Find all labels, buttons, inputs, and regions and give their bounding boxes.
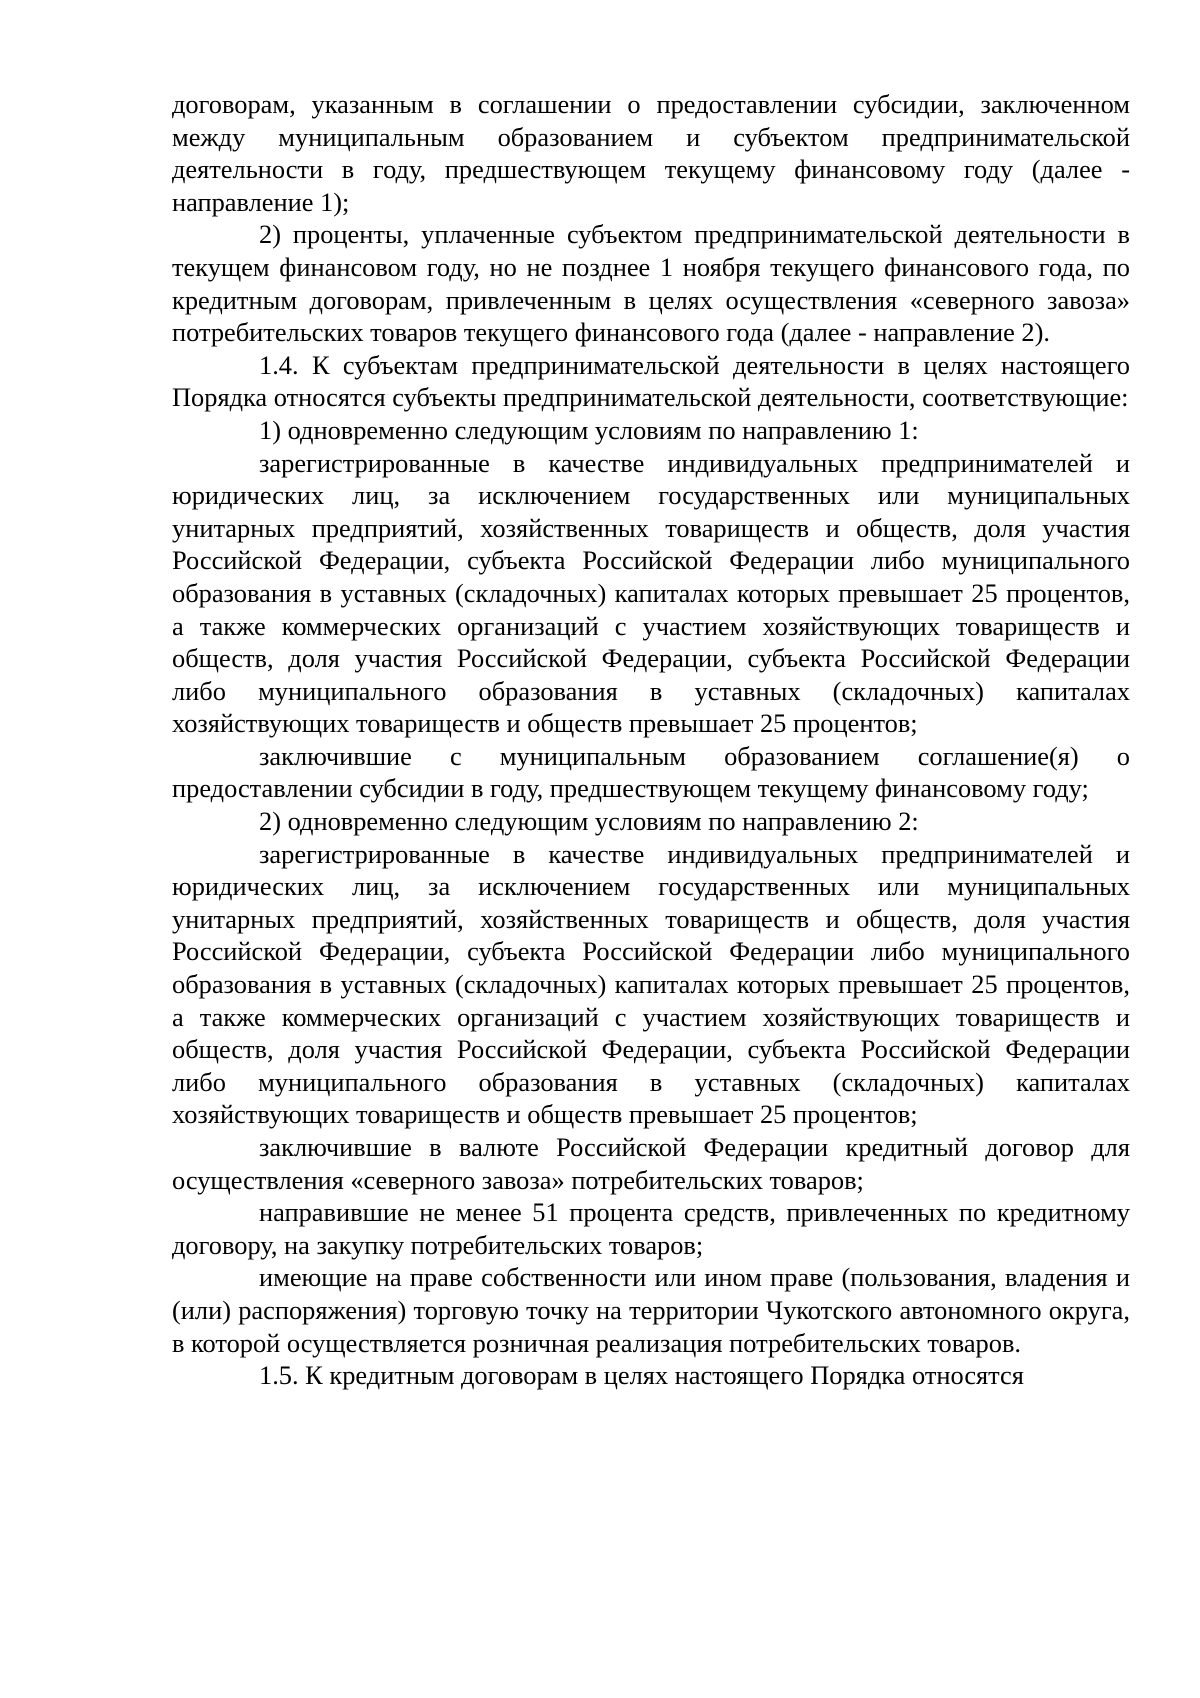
paragraph-conditions-direction-2: 2) одновременно следующим условиям по направлению 2: <box>259 806 919 837</box>
paragraph-registered-direction-2: зарегистрированные в качестве индивидуальных предпринимателей и юридических лиц, за исключением государственных или муниципальных унитарных предприятий, хозяйственных товариществ и обществ, доля участия Российской Федерации, субъекта Российской Федерации либо муниципального образования в уставных (складочных) капиталах которых превышает 25 процентов, а также коммерческих организаций с участием хозяйствующих товариществ и обществ, доля участия Российской Федерации, субъекта Российской Федерации либо муниципального образования в уставных (складочных) капиталах хозяйствующих товариществ и обществ превышает 25 процентов; <box>172 838 1130 1130</box>
document-body <box>172 88 1130 1392</box>
paragraph-section-1-5: 1.5. К кредитным договорам в целях настоящего Порядка относятся <box>259 1360 1024 1391</box>
paragraph-agreement-concluded: заключившие с муниципальным образованием соглашение(я) о предоставлении субсидии в году, предшествующем текущему финансовому году; <box>172 740 1130 804</box>
paragraph-funds-directed: направившие не менее 51 процента средств, привлеченных по кредитному договору, на закупку потребительских товаров; <box>172 1197 1130 1260</box>
paragraph-section-1-4: 1.4. К субъектам предпринимательской деятельности в целях настоящего Порядка относятся субъекты предпринимательской деятельности, соответствующие: <box>172 349 1130 413</box>
paragraph-conditions-direction-1: 1) одновременно следующим условиям по направлению 1: <box>259 414 919 445</box>
paragraph-direction-2-item: 2) проценты, уплаченные субъектом предпринимательской деятельности в текущем финансовом году, но не позднее 1 ноября текущего финансового года, по кредитным договорам, привлеченным в целях осуществления «северного завоза» потребительских товаров текущего финансового года (далее - направление 2). <box>172 219 1130 348</box>
paragraph-credit-agreement: заключившие в валюте Российской Федерации кредитный договор для осуществления «северного завоза» потребительских товаров; <box>172 1132 1130 1195</box>
paragraph-registered-direction-1: зарегистрированные в качестве индивидуальных предпринимателей и юридических лиц, за исключением государственных или муниципальных унитарных предприятий, хозяйственных товариществ и обществ, доля участия Российской Федерации, субъекта Российской Федерации либо муниципального образования в уставных (складочных) капиталах которых превышает 25 процентов, а также коммерческих организаций с участием хозяйствующих товариществ и обществ, доля участия Российской Федерации, субъекта Российской Федерации либо муниципального образования в уставных (складочных) капиталах хозяйствующих товариществ и обществ превышает 25 процентов; <box>172 447 1130 739</box>
paragraph-continuation-direction-1: договорам, указанным в соглашении о предоставлении субсидии, заключенном между муниципальным образованием и субъектом предпринимательской деятельности в году, предшествующем текущему финансовому году (далее - направление 1); <box>172 89 1130 217</box>
paragraph-retail-outlet: имеющие на праве собственности или ином праве (пользования, владения и (или) распоряжения) торговую точку на территории Чукотского автономного округа, в которой осуществляется розничная реализация потребительских товаров. <box>172 1262 1130 1358</box>
